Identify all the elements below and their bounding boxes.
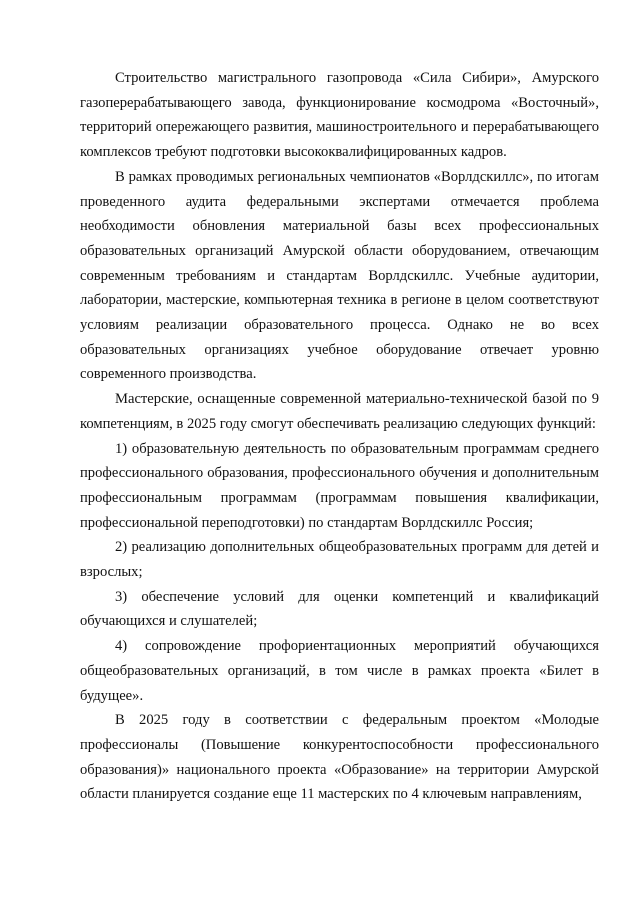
list-item-1: 1) образовательную деятельность по образовательным программам среднего профессионального образования, профессионального обучения и дополнительным профессиональным программам (программам повышения квалификации, профессиональной переподготовки) по стандартам Ворлдскиллс Россия;: [80, 440, 599, 531]
document-page: [80, 66, 599, 807]
paragraph-2025-plan: В 2025 году в соответствии с федеральным проектом «Молодые профессионалы (Повышение конкурентоспособности профессионального образования)» национального проекта «Образование» на территории Амурской области планируется создание еще 11 мастерских по 4 ключевым направлениям,: [80, 712, 599, 803]
list-item-4: 4) сопровождение профориентационных мероприятий обучающихся общеобразовательных организаций, в том числе в рамках проекта «Билет в будущее».: [80, 638, 599, 704]
paragraph-worldskills-audit: В рамках проводимых региональных чемпионатов «Ворлдскиллс», по итогам проведенного аудита федеральными экспертами отмечается проблема необходимости обновления материальной базы всех профессиональных образовательных организаций Амурской области оборудованием, отвечающим современным требованиям и стандартам Ворлдскиллс. Учебные аудитории, лаборатории, мастерские, компьютерная техника в регионе в целом соответствуют условиям реализации образовательного процесса. Однако не во всех образовательных организациях учебное оборудование отвечает уровню современного производства.: [80, 168, 599, 383]
list-item-3: 3) обеспечение условий для оценки компетенций и квалификаций обучающихся и слушателей;: [80, 588, 599, 630]
paragraph-workshops-functions: Мастерские, оснащенные современной материально-технической базой по 9 компетенциям, в 2025 году смогут обеспечивать реализацию следующих функций:: [80, 391, 599, 432]
list-item-2: 2) реализацию дополнительных общеобразовательных программ для детей и взрослых;: [80, 539, 599, 581]
paragraph-construction: Строительство магистрального газопровода «Сила Сибири», Амурского газоперерабатывающего завода, функционирование космодрома «Восточный», территорий опережающего развития, машиностроительного и перерабатывающего комплексов требуют подготовки высококвалифицированных кадров.: [80, 70, 599, 161]
